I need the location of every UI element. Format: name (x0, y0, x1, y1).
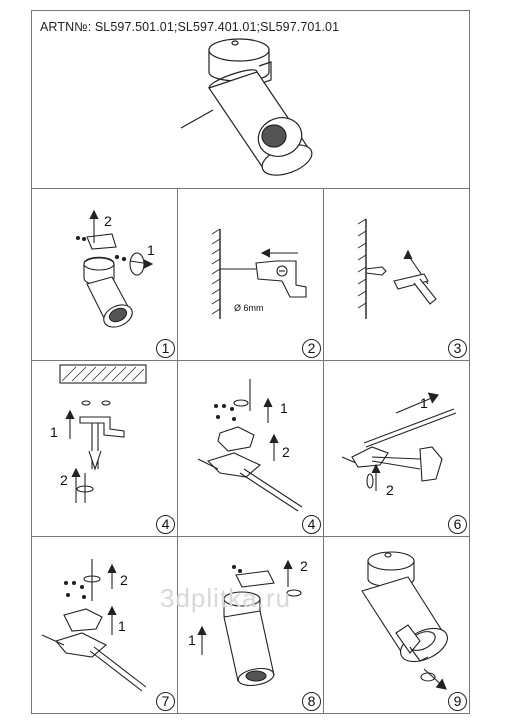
step-4a-illustration (32, 361, 178, 537)
step-number-8: 8 (302, 692, 321, 711)
step-cell-3 (323, 188, 470, 361)
step-3-illustration (324, 189, 470, 361)
step-6-label-b: 2 (386, 482, 394, 498)
step-cell-9 (323, 536, 470, 714)
step-6-illustration (324, 361, 470, 537)
step-cell-1 (31, 188, 178, 361)
step-number-6: 6 (448, 515, 467, 534)
step-4a-label-b: 2 (60, 472, 68, 488)
step-7-illustration (32, 537, 178, 714)
article-number-label: ARTN№: SL597.501.01;SL597.401.01;SL597.701.01 (40, 20, 340, 34)
step-8-label-b: 1 (188, 632, 196, 648)
step-number-7: 7 (156, 692, 175, 711)
step-cell-7 (31, 536, 178, 714)
steps-grid (31, 188, 470, 714)
step-number-9: 9 (448, 692, 467, 711)
step-8-illustration (178, 537, 324, 714)
step-4a-label-a: 1 (50, 424, 58, 440)
watermark-text: 3dplitka.ru (160, 583, 291, 613)
step-9-illustration (324, 537, 470, 714)
step-cell-4b (177, 360, 324, 537)
step-cell-8 (177, 536, 324, 714)
step-cell-6 (323, 360, 470, 537)
step-number-2: 2 (302, 339, 321, 358)
spotlight-overview-illustration (31, 10, 470, 189)
step-8-label-a: 2 (300, 558, 308, 574)
step-cell-4a (31, 360, 178, 537)
step-cell-2 (177, 188, 324, 361)
step-number-4a: 4 (156, 515, 175, 534)
step-number-3: 3 (448, 339, 467, 358)
step-4b-illustration (178, 361, 324, 537)
step-7-label-a: 2 (120, 572, 128, 588)
step-number-1: 1 (156, 339, 175, 358)
step-number-4b: 4 (302, 515, 321, 534)
step-1-label-a: 2 (104, 213, 112, 229)
step-1-illustration (32, 189, 178, 361)
step-7-label-b: 1 (118, 618, 126, 634)
step-4b-label-a: 1 (280, 400, 288, 416)
step-1-label-b: 1 (147, 242, 155, 258)
step-2-drill-size: Ø 6mm (234, 303, 264, 313)
step-4b-label-b: 2 (282, 444, 290, 460)
step-2-illustration (178, 189, 324, 361)
step-6-label-a: 1 (420, 395, 428, 411)
